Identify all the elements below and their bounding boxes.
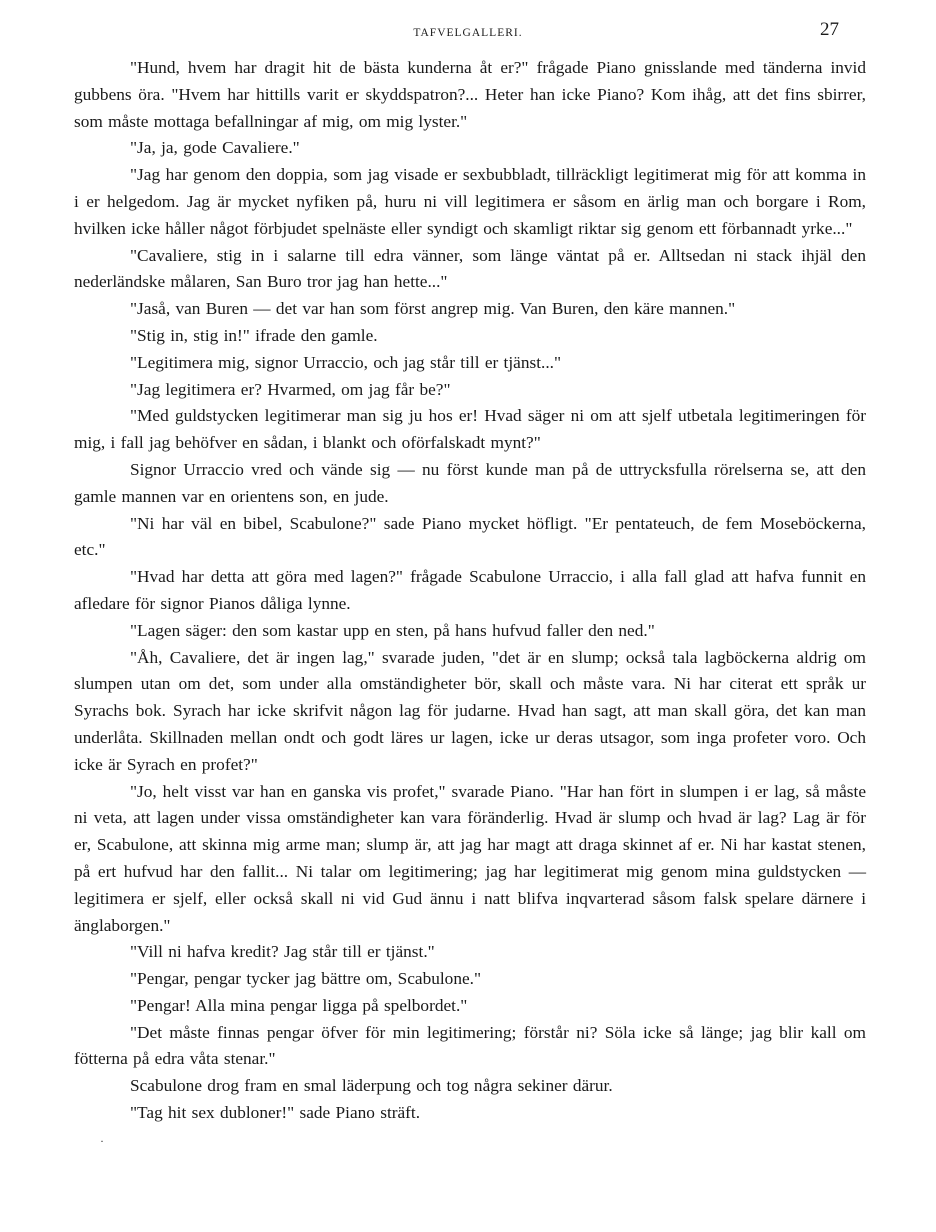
paragraph: "Åh, Cavaliere, det är ingen lag," svarade juden, "det är en slump; också tala lagböckerna aldrig om slumpen utan om det, som under alla omständigheter bör, skall och måste vara. Ni har citerat ett språk ur Syrachs bok. Syrach har icke skrifvit någon lag för judarne. Hvad han sagt, att man skall göra, det kan man underlåta. Skillnaden mellan ondt och godt läres ur lagen, icke ur deras utsagor, som inga profeter voro. Och icke är Syrach en profet?"	[74, 647, 866, 774]
paragraph: "Jo, helt visst var han en ganska vis profet," svarade Piano. "Har han fört in slumpen i er lag, så måste ni veta, att lagen under vissa omständigheter kan vara föränderlig. Hvad är slump och hvad är lag? Lag är för er, Scabulone, att skinna mig arme man; slump är, att jag har magt att draga skinnet af er. Ni har kastat stenen, på ert hufvud har den fallit... Ni talar om legitimering; jag har legitimerat mig genom mina guldstycken — legitimera er sjelf, eller också skall ni vid Gud ännu i natt blifva inqvarterad såsom falsk spelare därnere i änglaborgen."	[74, 781, 866, 935]
paragraph: "Jaså, van Buren — det var han som först angrep mig. Van Buren, den käre mannen."	[130, 299, 736, 319]
paragraph: "Med guldstycken legitimerar man sig ju hos er! Hvad säger ni om att sjelf utbetala legitimeringen för mig, i fall jag behöfver en sådan, i blankt och oförfalskadt mynt?"	[74, 406, 866, 453]
body-text	[74, 55, 866, 1127]
paragraph: "Det måste finnas pengar öfver för min legitimering; förstår ni? Söla icke så länge; jag blir kall om fötterna på edra våta stenar."	[74, 1022, 866, 1069]
paragraph: "Cavaliere, stig in i salarne till edra vänner, som länge väntat på er. Alltsedan ni stack ihjäl den nederländske målaren, San Buro tror jag han hette..."	[74, 245, 866, 292]
paragraph: "Stig in, stig in!" ifrade den gamle.	[130, 325, 378, 345]
paragraph: "Pengar, pengar tycker jag bättre om, Scabulone."	[130, 969, 482, 989]
paragraph: "Vill ni hafva kredit? Jag står till er tjänst."	[130, 942, 435, 962]
paragraph: "Hund, hvem har dragit hit de bästa kunderna åt er?" frågade Piano gnisslande med tänderna invid gubbens öra. "Hvem har hittills varit er skyddspatron?... Heter han icke Piano? Kom ihåg, att det fins sbirrer, som måste mottaga befallningar af mig, om mig lyster."	[74, 58, 866, 131]
paragraph: Signor Urraccio vred och vände sig — nu först kunde man på de uttrycksfulla rörelserna se, att den gamle mannen var en orientens son, en jude.	[74, 459, 866, 506]
paragraph: "Ni har väl en bibel, Scabulone?" sade Piano mycket höfligt. "Er pentateuch, de fem Moseböckerna, etc."	[74, 513, 866, 560]
margin-dot-mark: ·	[100, 1134, 104, 1148]
page-number: 27	[820, 19, 839, 40]
paragraph: "Tag hit sex dubloner!" sade Piano sträft.	[130, 1103, 421, 1123]
paragraph: "Ja, ja, gode Cavaliere."	[130, 138, 300, 158]
paragraph: "Legitimera mig, signor Urraccio, och jag står till er tjänst..."	[130, 352, 562, 372]
running-title: TAFVELGALLERI.	[413, 27, 523, 39]
paragraph: "Jag legitimera er? Hvarmed, om jag får be?"	[130, 379, 451, 399]
paragraph: "Hvad har detta att göra med lagen?" frågade Scabulone Urraccio, i alla fall glad att hafva funnit en afledare för signor Pianos dåliga lynne.	[74, 567, 866, 613]
paragraph: "Pengar! Alla mina pengar ligga på spelbordet."	[130, 995, 468, 1015]
paragraph: Scabulone drog fram en smal läderpung och tog några sekiner därur.	[130, 1076, 613, 1096]
paragraph: "Lagen säger: den som kastar upp en sten, på hans hufvud faller den ned."	[130, 620, 655, 640]
paragraph: "Jag har genom den doppia, som jag visade er sexbubbladt, tillräckligt legitimerat mig för att komma in i er helgedom. Jag är mycket nyfiken på, huru ni vill legitimera er såsom en ärlig man och borgare i Rom, hvilken icke håller något förbjudet spelnäste eller syndigt och skamligt riktar sig genom ett förbannadt yrke..."	[74, 165, 866, 238]
